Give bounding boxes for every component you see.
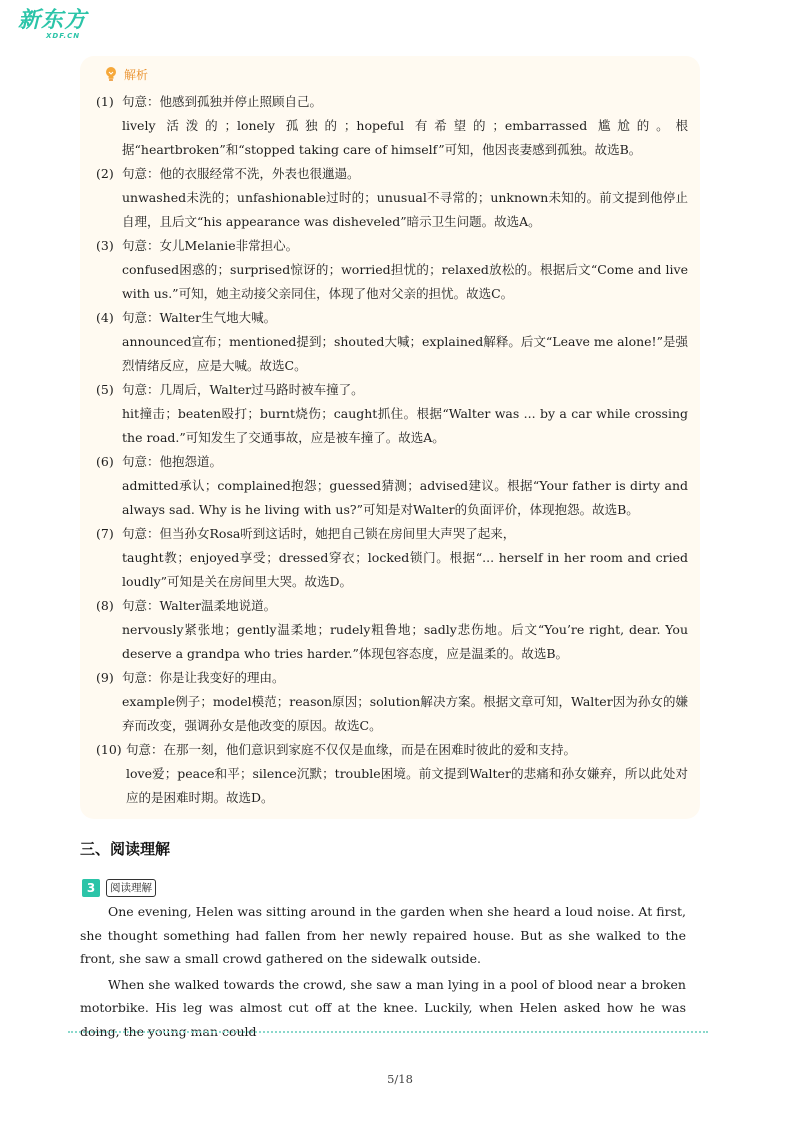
item-explanation: nervously紧张地；gently温柔地；rudely粗鲁地；sadly悲伤地。后文“You’re right, dear. You deserve a grandpa who tries harder.”体现包容态度，应是温柔的。故选B。 xyxy=(122,622,688,661)
analysis-item xyxy=(96,90,688,162)
analysis-item xyxy=(96,522,688,594)
item-explanation: announced宣布；mentioned提到；shouted大喊；explained解释。后文“Leave me alone!”是强烈情绪反应，应是大喊。故选C。 xyxy=(122,334,688,373)
analysis-item xyxy=(96,666,688,738)
item-sentence-meaning: 句意：在那一刻，他们意识到家庭不仅仅是血缘，而是在困难时彼此的爱和支持。 xyxy=(126,742,577,757)
item-sentence-meaning: 句意：几周后，Walter过马路时被车撞了。 xyxy=(122,382,364,397)
analysis-item xyxy=(96,738,688,810)
analysis-list xyxy=(96,90,688,810)
item-number: (4) xyxy=(96,310,114,325)
logo-text: 新东方 xyxy=(18,8,88,33)
footer-divider xyxy=(68,1031,708,1033)
analysis-item-question xyxy=(96,738,688,762)
item-number: (1) xyxy=(96,94,114,109)
analysis-item xyxy=(96,594,688,666)
analysis-heading xyxy=(104,64,148,84)
item-number: (9) xyxy=(96,670,114,685)
analysis-item xyxy=(96,450,688,522)
analysis-item-question xyxy=(96,306,688,330)
analysis-item xyxy=(96,162,688,234)
analysis-item-question xyxy=(96,378,688,402)
analysis-item-question xyxy=(96,90,688,114)
item-number: (10) xyxy=(96,742,122,757)
analysis-item xyxy=(96,234,688,306)
item-sentence-meaning: 句意：他抱怨道。 xyxy=(122,454,223,469)
question-type-label: 阅读理解 xyxy=(106,879,156,897)
passage-paragraph: One evening, Helen was sitting around in the garden when she heard a loud noise. At first, she thought something had fallen from her newly repaired house. But as she walked to the front, she saw a small crowd gathered on the sidewalk outside. xyxy=(80,904,686,966)
section-title: 三、阅读理解 xyxy=(80,840,171,858)
item-sentence-meaning: 句意：但当孙女Rosa听到这话时，她把自己锁在房间里大声哭了起来， xyxy=(122,526,516,541)
item-explanation: lively 活泼的；lonely 孤独的；hopeful 有希望的；embarrassed 尴尬的。根据“heartbroken”和“stopped taking care of himself”可知，他因丧妻感到孤独。故选B。 xyxy=(122,118,688,157)
analysis-item xyxy=(96,306,688,378)
analysis-item-question xyxy=(96,450,688,474)
item-explanation: admitted承认；complained抱怨；guessed猜测；advised建议。根据“Your father is dirty and always sad. Why is he living with us?”可知是对Walter的负面评价，体现抱怨。故选B。 xyxy=(122,478,688,517)
item-number: (8) xyxy=(96,598,114,613)
item-sentence-meaning: 句意：Walter生气地大喊。 xyxy=(122,310,277,325)
analysis-item xyxy=(96,378,688,450)
item-sentence-meaning: 句意：你是让我变好的理由。 xyxy=(122,670,285,685)
analysis-item-question xyxy=(96,594,688,618)
item-sentence-meaning: 句意：他感到孤独并停止照顾自己。 xyxy=(122,94,323,109)
item-explanation: confused困惑的；surprised惊讶的；worried担忧的；relaxed放松的。根据后文“Come and live with us.”可知，她主动接父亲同住，体现了他对父亲的担忧。故选C。 xyxy=(122,262,688,301)
brand-logo xyxy=(18,10,87,40)
lightbulb-icon xyxy=(104,66,118,82)
question-tag xyxy=(82,879,156,897)
passage-paragraph: When she walked towards the crowd, she saw a man lying in a pool of blood near a broken motorbike. His leg was almost cut off at the knee. Luckily, when Helen asked how he was doing, the young man could xyxy=(80,976,686,1039)
item-explanation: hit撞击；beaten殴打；burnt烧伤；caught抓住。根据“Walter was ... by a car while crossing the road.”可知发生了交通事故，应是被车撞了。故选A。 xyxy=(122,406,688,445)
item-number: (6) xyxy=(96,454,114,469)
page-number: 5/18 xyxy=(387,1072,413,1086)
analysis-item-question xyxy=(96,522,688,546)
question-number-badge: 3 xyxy=(82,879,100,897)
analysis-item-question xyxy=(96,234,688,258)
item-explanation: example例子；model模范；reason原因；solution解决方案。根据文章可知，Walter因为孙女的嫌弃而改变，强调孙女是他改变的原因。故选C。 xyxy=(122,694,688,733)
item-explanation: love爱；peace和平；silence沉默；trouble困境。前文提到Walter的悲痛和孙女嫌弃，所以此处对应的是困难时期。故选D。 xyxy=(126,766,688,805)
item-number: (7) xyxy=(96,526,114,541)
reading-passage xyxy=(80,900,686,1045)
logo-subtext: XDF.CN xyxy=(46,32,81,40)
item-explanation: taught教；enjoyed享受；dressed穿衣；locked锁门。根据“... herself in her room and cried loudly”可知是关在房间里大哭。故选D。 xyxy=(122,550,688,589)
item-sentence-meaning: 句意：他的衣服经常不洗，外表也很邋遢。 xyxy=(122,166,360,181)
item-sentence-meaning: 句意：Walter温柔地说道。 xyxy=(122,598,277,613)
item-number: (5) xyxy=(96,382,114,397)
analysis-item-question xyxy=(96,666,688,690)
analysis-item-question xyxy=(96,162,688,186)
item-sentence-meaning: 句意：女儿Melanie非常担心。 xyxy=(122,238,299,253)
item-explanation: unwashed未洗的；unfashionable过时的；unusual不寻常的；unknown未知的。前文提到他停止自理，且后文“his appearance was disheveled”暗示卫生问题。故选A。 xyxy=(122,190,688,229)
analysis-heading-label: 解析 xyxy=(124,67,149,82)
item-number: (2) xyxy=(96,166,114,181)
item-number: (3) xyxy=(96,238,114,253)
